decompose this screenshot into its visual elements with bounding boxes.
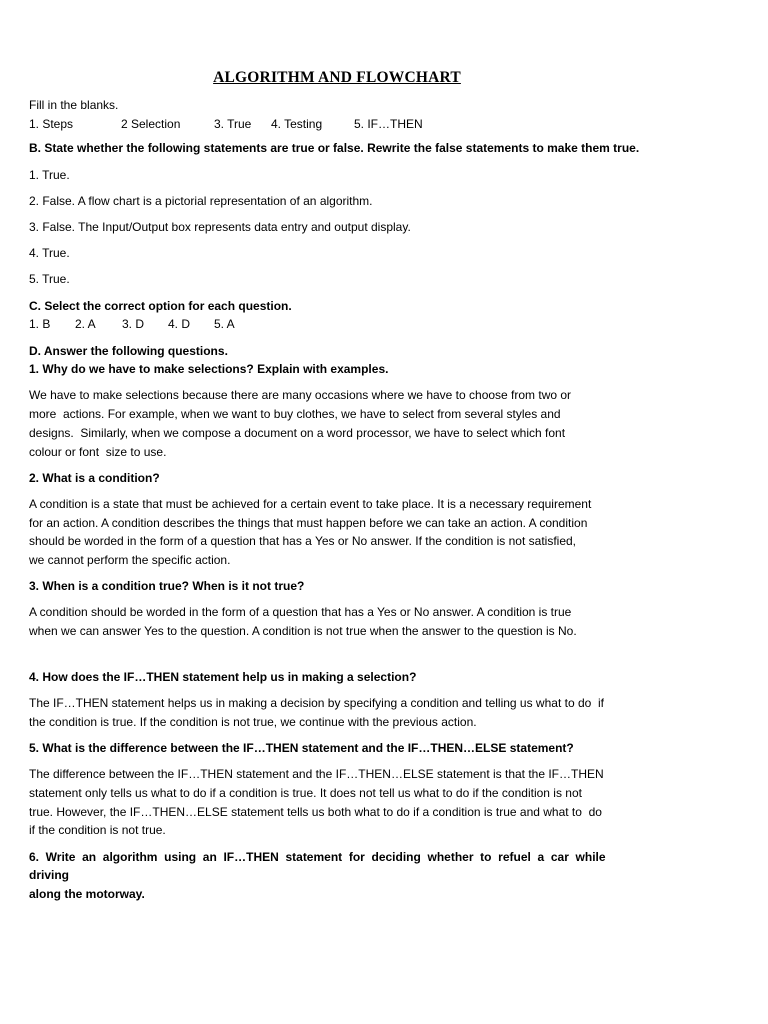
answer-item: 3. D — [122, 317, 145, 332]
answer-line: colour or font size to use. — [29, 444, 167, 459]
question-3: 3. When is a condition true? When is it not true? — [29, 579, 305, 594]
document-page — [29, 68, 645, 904]
answer-item: 2 Selection — [121, 116, 181, 131]
section-b-answer-1: 1. True. — [29, 167, 70, 182]
answer-line: A condition should be worded in the form of a question that has a Yes or No answer. A condition is true — [29, 605, 572, 620]
answer-4 — [29, 694, 645, 731]
answer-line: The difference between the IF…THEN statement and the IF…THEN…ELSE statement is that the IF…THEN — [29, 767, 604, 782]
answer-line: statement only tells us what to do if a condition is true. It does not tell us what to do if the condition is not — [29, 785, 582, 800]
section-c-answers — [29, 315, 645, 334]
question-2: 2. What is a condition? — [29, 470, 160, 485]
answer-item: 5. A — [214, 317, 235, 332]
answer-line: for an action. A condition describes the things that must happen before we can take an action. A condition — [29, 515, 588, 530]
answer-item: 1. B — [29, 317, 51, 332]
question-5: 5. What is the difference between the IF…THEN statement and the IF…THEN…ELSE statement? — [29, 740, 574, 755]
answer-line: more actions. For example, when we want to buy clothes, we have to select from several styles and — [29, 407, 561, 422]
section-b-answer-4: 4. True. — [29, 246, 70, 261]
page-title: ALGORITHM AND FLOWCHART — [213, 69, 461, 86]
section-b-answer-2: 2. False. A flow chart is a pictorial representation of an algorithm. — [29, 193, 373, 208]
answer-5 — [29, 765, 645, 840]
answer-item: 1. Steps — [29, 116, 74, 131]
answer-line: the condition is true. If the condition is not true, we continue with the previous action. — [29, 714, 477, 729]
answer-line: designs. Similarly, when we compose a document on a word processor, we have to select which font — [29, 425, 566, 440]
section-b-heading: B. State whether the following statements are true or false. Rewrite the false statements to make them true. — [29, 141, 640, 156]
section-c-heading: C. Select the correct option for each question. — [29, 298, 292, 313]
answer-item: 2. A — [75, 317, 96, 332]
answer-line: A condition is a state that must be achieved for a certain event to take place. It is a necessary requirement — [29, 496, 592, 511]
answer-item: 4. Testing — [271, 116, 323, 131]
answer-item: 3. True — [214, 116, 252, 131]
answer-1 — [29, 386, 645, 461]
answer-line: true. However, the IF…THEN…ELSE statement tells us both what to do if a condition is true and what to do — [29, 804, 602, 819]
answer-item: 4. D — [168, 317, 191, 332]
answer-3 — [29, 603, 645, 640]
question-1: 1. Why do we have to make selections? Explain with examples. — [29, 362, 389, 377]
question-4: 4. How does the IF…THEN statement help us in making a selection? — [29, 669, 417, 684]
section-b-answer-3: 3. False. The Input/Output box represents data entry and output display. — [29, 220, 411, 235]
answer-item: 5. IF…THEN — [354, 116, 423, 131]
section-b-answer-5: 5. True. — [29, 272, 70, 287]
section-a-answers — [29, 115, 645, 134]
answer-line: should be worded in the form of a question that has a Yes or No answer. If the condition is not satisfied, — [29, 534, 577, 549]
answer-line: The IF…THEN statement helps us in making a decision by specifying a condition and telling us what to do if — [29, 696, 604, 711]
section-a-heading: Fill in the blanks. — [29, 98, 119, 112]
question-6 — [29, 848, 645, 904]
question-line: along the motorway. — [29, 886, 145, 901]
question-line: 6. Write an algorithm using an IF…THEN statement for deciding whether to refuel a car while driving — [29, 849, 613, 883]
answer-2 — [29, 495, 645, 570]
answer-line: if the condition is not true. — [29, 823, 166, 838]
answer-line: when we can answer Yes to the question. A condition is not true when the answer to the question is No. — [29, 624, 577, 639]
answer-line: we cannot perform the specific action. — [29, 553, 231, 568]
answer-line: We have to make selections because there are many occasions where we have to choose from two or — [29, 388, 572, 403]
section-d-heading: D. Answer the following questions. — [29, 343, 228, 358]
